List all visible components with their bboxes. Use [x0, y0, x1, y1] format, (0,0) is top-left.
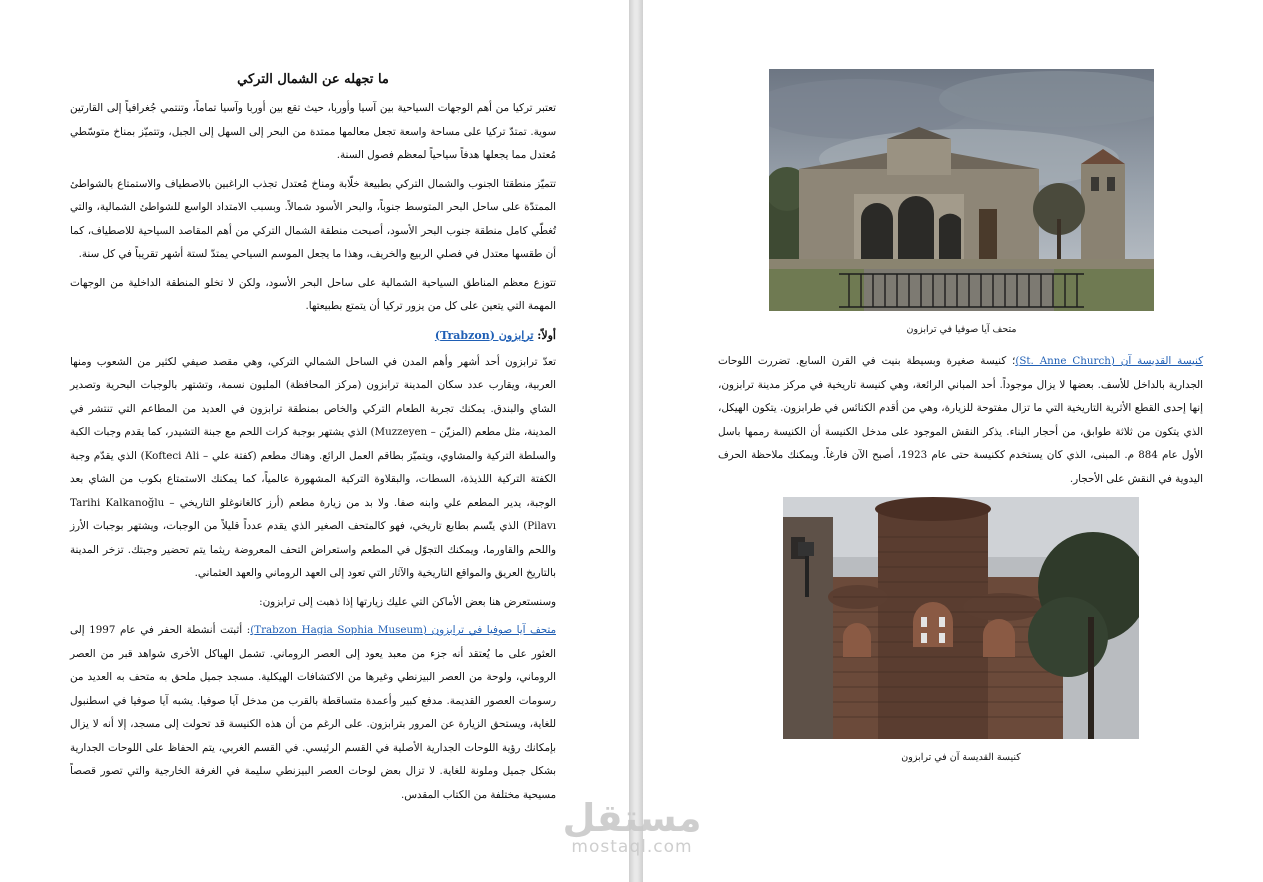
places-intro: وسنستعرض هنا بعض الأماكن التي عليك زيارتها إذا ذهبت إلى ترابزون: [259, 595, 556, 608]
church-paragraph [718, 350, 1203, 491]
intro-paragraph-1: تعتبر تركيا من أهم الوجهات السياحية بين آسيا وأوربا، حيث تقع بين أوربا وآسيا تماماً، وتنتمي جُغرافياً إلى القارتين سوية. تمتدّ تركيا على مساحة واسعة تجعل معالمها ممتدة من البحر إلى السهل إلى الجبل، وتتميّز بمناخ متوسّطي مُعتدل مما يجعلها هدفاً سياحياً لمعظم فصول السنة. [70, 102, 556, 161]
heading-prefix: أولاً: [533, 328, 556, 342]
mostaql-watermark [552, 798, 712, 856]
caption-st-anne-church: كنيسة القديسة آن في ترابزون [901, 752, 1021, 763]
church-text: ؛ كنيسة صغيرة وبسيطة بنيت في القرن السابع. تضررت اللوحات الجدارية بالداخل للأسف. بعضها لا يزال موجوداً. أحد المباني الرائعة، وهي كنيسة تاريخية في مركز مدينة ترابزون، إنها إحدى القطع الأثرية التاريخية التي ما تزال مفتوحة للزيارة، وهي من أقدم الكنائس في طرابزون. يتكون الهيكل، الذي يتكون من ثلاثة طوابق، من أحجار البناء. يذكر النقش الموجود على مدخل الكنيسة أن الكنيسة رممها باسل الأول عام 884 م. المبنى، الذي كان يستخدم ككنيسة حتى عام 1923، أصبح الآن فارغاً. ويمكنك ملاحظة الحرف اليدوية في النقش على الأحجار. [718, 355, 1204, 485]
hagia-sophia-photo [769, 69, 1154, 311]
st-anne-church-photo [783, 497, 1139, 739]
museum-text: : أثبتت أنشطة الحفر في عام 1997 إلى العثور على ما يُعتقد أنه جزء من معبد يعود إلى العصر الروماني. تشمل الهياكل الأخرى شواهد قبر من العصر الروماني، ولوحة من العصر البيزنطي وغيرها من الاكتشافات الهيكلية. مسجد جميل ملحق به متحف به العديد من رسومات العصور القديمة. مدفع كبير وأعمدة متساقطة بالقرب من مدخل آيا صوفيا. يشبه آيا صوفيا في اسطنبول للغاية، ويستحق الزيارة عن المرور بترابزون. على الرغم من أن هذه الكنيسة قد تحولت إلى مسجد، إلا أنه لا يزال بإمكانك رؤية اللوحات الجدارية الأصلية في القسم الرئيسي. في القسم الغربي، يتم الحفاظ على اللوحات الجدارية بشكل جميل وملونة للغاية. لا تزال بعض لوحات العصر البيزنطي سليمة في الغرفة الخارجية والتي تصور قصصاً مسيحية مختلفة من الكتاب المقدس. [70, 624, 556, 801]
museum-link[interactable]: متحف آيا صوفيا في ترابزون (Trabzon Hagia Sophia Museum) [250, 624, 556, 636]
trabzon-link[interactable]: ترابزون (Trabzon) [434, 328, 534, 342]
document-title: ما تجهله عن الشمال التركي [237, 72, 389, 87]
museum-paragraph [70, 619, 556, 807]
right-page [643, 0, 1263, 882]
left-text-column [70, 72, 556, 812]
st-anne-church-illustration [783, 497, 1139, 739]
caption-hagia-sophia: متحف آيا صوفيا في ترابزون [906, 324, 1017, 335]
intro-paragraph-3: تتوزع معظم المناطق السياحية الشمالية على ساحل البحر الأسود، ولكن لا تخلو المنطقة الداخلية من الوجهات المهمة التي يتعين على كل من يزور تركيا أن يتمتع بطبيعتها. [70, 276, 556, 312]
watermark-url: mostaql.com [571, 837, 693, 857]
st-anne-church-link[interactable]: كنيسة القديسة آن (St. Anne Church) [1015, 355, 1203, 367]
left-page [0, 0, 629, 882]
hagia-sophia-illustration [769, 69, 1154, 311]
trabzon-paragraph: تعدّ ترابزون أحد أشهر وأهم المدن في الساحل الشمالي التركي، وهي مقصد صيفي لكثير من الشعوب ومنها العربية، ويقارب عدد سكان المدينة ترابزون (مركز المحافظة) المليون نسمة، وتشتهر بالوجبات البحرية وتصدير الشاي والبندق. يمكنك تجربة الطعام التركي والخاص بمنطقة ترابزون في العديد من المطاعم التي تنتشر في المدينة، مثل مطعم (المزيّن – Muzzeyen) الذي يشتهر بوجبة كرات اللحم مع جبنة التشيدر، كما يقدم وجبات الكبة والسلطة التركية والمشاوي، ويتميّز بطاقم العمل الرائع. وهناك مطعم (كفتة علي – Kofteci Ali) الذي يقدّم وجبة الكفتة التركية اللذيذة، السطات، والبقلاوة التركية المشهورة عالمياً، كما يمكنك الاستمتاع بكوب من الشاي بعد الوجبة، يدير المطعم علي وابنه صفا. ولا بد من زيارة مطعم (أرز كالغانوغلو التاريخي – Tarihi Kalkanoğlu Pilavı) الذي يتّسم بطابع تاريخي، فهو كالمتحف الصغير الذي يقدم عدداً قليلاً من الوجبات، ويشتهر بوجبات الأرز واللحم والقاورما، ويمكنك التجوّل في المطعم واستعراض التحف المعروضة ريثما يتم تحضير وجبتك. تزخر المدينة بالتاريخ العريق والمواقع التاريخية والآثار التي تعود إلى العهد الروماني والعهد العثماني. [70, 355, 557, 579]
watermark-logo: مستقل [562, 796, 702, 840]
right-text-column [718, 350, 1203, 496]
section-heading-trabzon [70, 324, 556, 347]
page-gutter [629, 0, 643, 882]
intro-paragraph-2: تتميّز منطقتا الجنوب والشمال التركي بطبيعة خلّابة ومناخ مُعتدل تجذب الراغبين بالاصطياف والاستمتاع بالشواطئ الممتدّة على ساحل البحر المتوسط جنوباً، والبحر الأسود شمالاً. وبسبب الامتداد الواسع للشواطئ الشمالية، والتي تُغطّي كامل منطقة جنوب البحر الأسود، أصبحت منطقة الشمال التركي من أهم المقاصد السياحية للاصطياف، كما أن طقسها معتدل في فصلي الربيع والخريف، وهذا ما يجعل الموسم السياحي يمتدّ لستة أشهر تقريباً في كل سنة. [70, 177, 556, 260]
